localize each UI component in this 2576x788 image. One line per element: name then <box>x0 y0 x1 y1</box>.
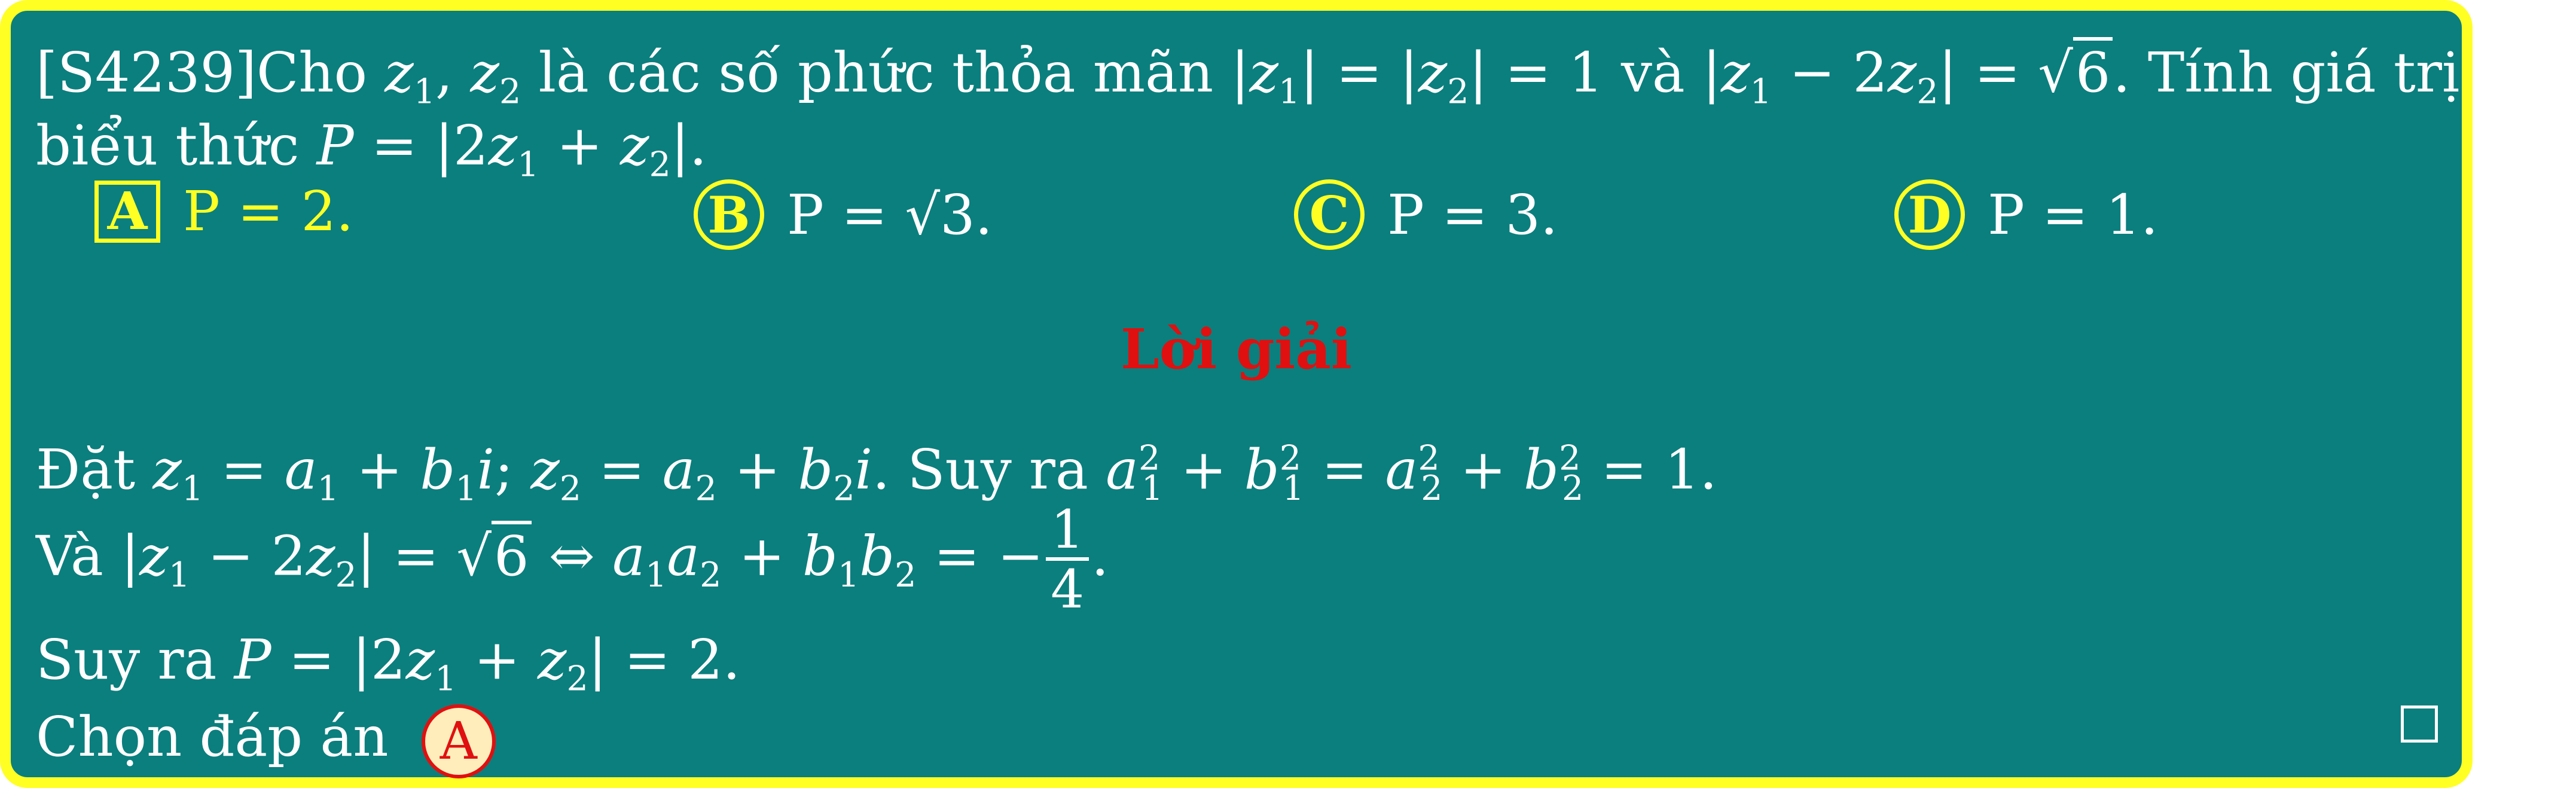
choice-c-label: C <box>1294 179 1365 250</box>
solution-line-1-prefix: Đặt <box>36 438 136 502</box>
problem-stem-3: và <box>1620 41 1685 105</box>
problem-stem-5: biểu thức <box>36 114 300 178</box>
problem-id: [S4239] <box>36 41 257 105</box>
solution-line-2: Và $|z_1 - 2z_2| = √6$ ⇔ $a_1a_2 + b_1b_2$ = − $\frac{1}{4}$ . <box>36 499 1109 621</box>
choice-c[interactable] <box>1294 179 1558 250</box>
choice-d[interactable] <box>1894 179 2158 250</box>
choice-b-label: B <box>694 179 764 250</box>
solution-line-2-prefix: Và <box>36 524 103 588</box>
choice-b[interactable] <box>694 179 993 250</box>
problem-line-2: biểu thức $P = |2z_1 + z_2|$. <box>36 114 707 185</box>
choice-b-text: P = √3. <box>787 182 993 247</box>
solution-line-4 <box>36 704 496 778</box>
problem-stem-1: Cho <box>256 41 367 105</box>
choice-d-label: D <box>1894 179 1965 250</box>
problem-line-1: [S4239]Cho $z_1$, $z_2$ là các số phức thỏa mãn $|z_1| = |z_2| = 1$ và $|z_1 - 2z_2| = √6$. Tính giá trị của <box>36 45 2576 100</box>
choice-a[interactable] <box>94 179 353 243</box>
solution-heading: Lời giải <box>1121 317 1352 381</box>
qed-square-icon <box>2401 705 2438 743</box>
solution-line-1-mid: . Suy ra <box>872 438 1088 502</box>
solution-line-4-prefix: Chọn đáp án <box>36 704 389 769</box>
choice-d-text: P = 1. <box>1988 182 2159 247</box>
solution-line-3: Suy ra $P = |2z_1 + z_2| = 2$. <box>36 628 741 699</box>
problem-stem-4: . Tính giá trị của <box>2113 41 2576 105</box>
problem-stem-2: là các số phức thỏa mãn <box>538 41 1214 105</box>
choice-a-label: A <box>94 181 160 243</box>
solution-line-1: Đặt $z_1 = a_1 + b_1i$; $z_2 = a_2 + b_2i$. Suy ra $a^2_1 + b^2_1 = a^2_2 + b^2_2 = 1$. <box>36 438 1717 509</box>
answer-badge: A <box>422 704 496 778</box>
choice-a-text: P = 2. <box>183 179 354 243</box>
choice-c-text: P = 3. <box>1387 182 1558 247</box>
solution-line-3-prefix: Suy ra <box>36 628 217 692</box>
